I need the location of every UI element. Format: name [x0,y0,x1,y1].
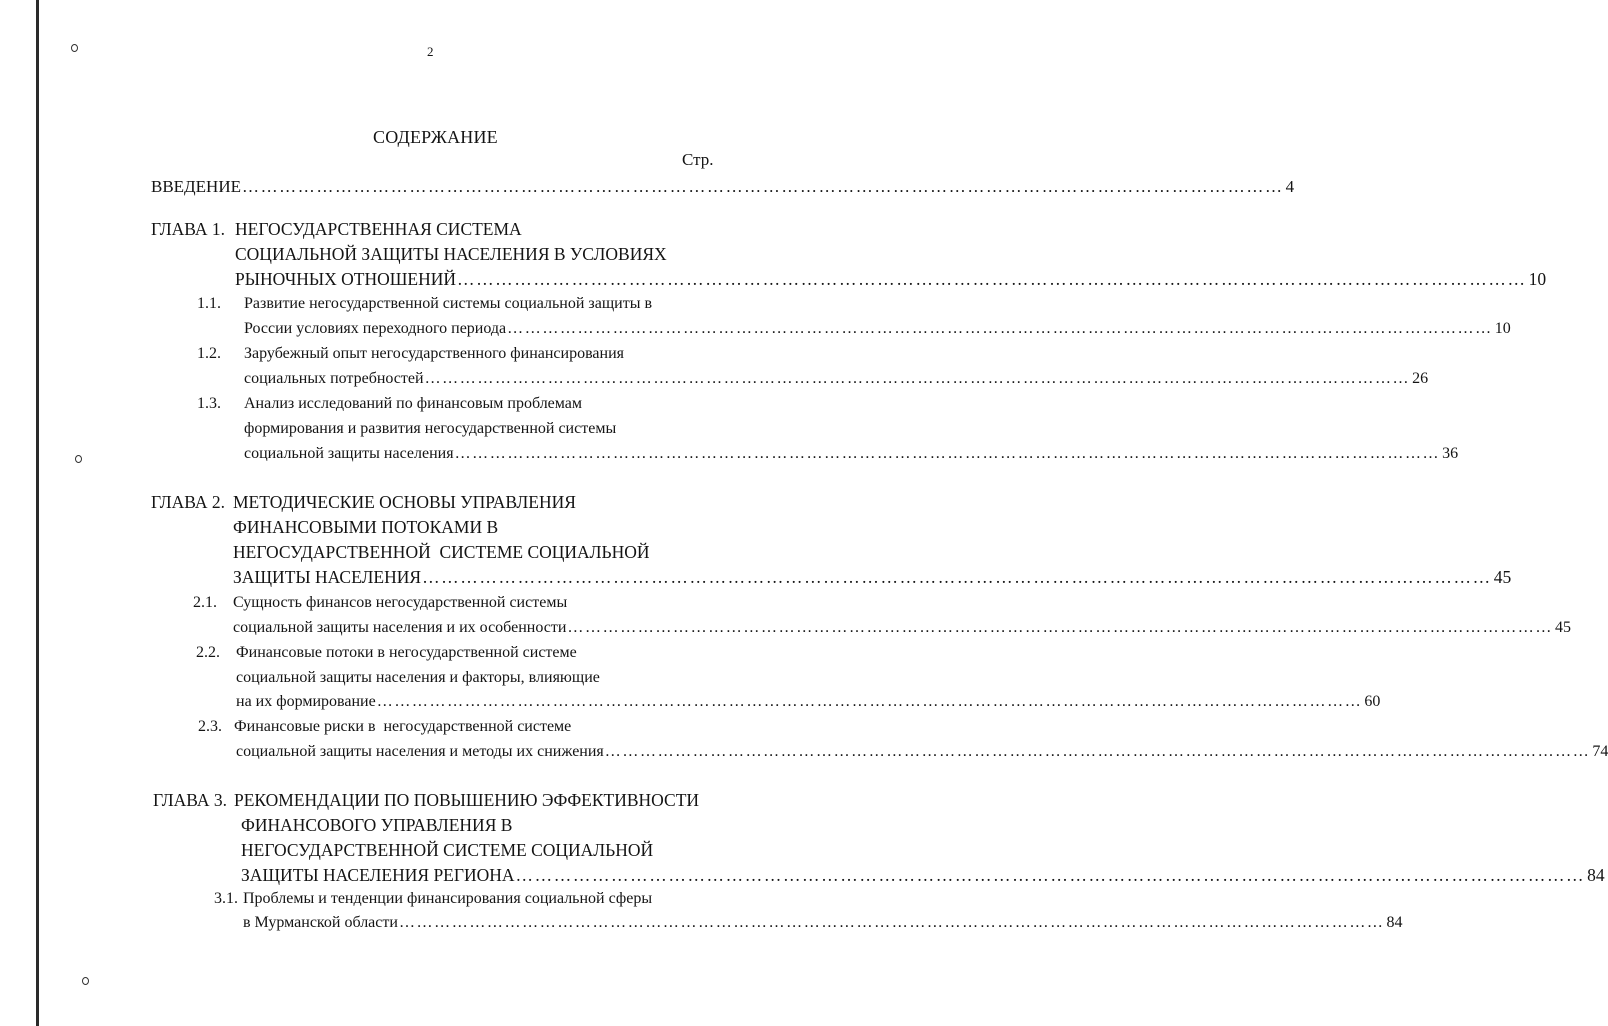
chapter-title-line: РЕКОМЕНДАЦИИ ПО ПОВЫШЕНИЮ ЭФФЕКТИВНОСТИ [234,790,700,810]
section-number: 1.2. [197,345,221,362]
page-number: 2 [427,44,434,59]
chapter-label: ГЛАВА 3. [153,790,228,810]
toc-entry-label: ВВЕДЕНИЕ [151,177,241,196]
toc-page-number: 10 [1494,320,1511,337]
chapter-title-line: ЗАЩИТЫ НАСЕЛЕНИЯ РЕГИОНА [241,865,515,885]
section-title-line: Проблемы и тенденции финансирования социальной сферы [243,890,653,907]
section-number: 1.1. [197,295,221,312]
binding-hole-icon [82,977,89,985]
page-title: СОДЕРЖАНИЕ [373,127,498,147]
toc-page-number: 84 [1587,865,1605,885]
section-number: 2.3. [198,718,222,735]
chapter-title-line: ЗАЩИТЫ НАСЕЛЕНИЯ [233,567,422,587]
toc-entry-intro [151,177,1295,196]
binding-hole-icon [71,44,78,52]
section-number: 1.3. [197,395,221,412]
toc-entry-section [244,445,1459,462]
toc-entry-chapter [235,269,1547,289]
toc-page-number: 60 [1364,693,1381,710]
chapter-title-line: НЕГОСУДАРСТВЕННАЯ СИСТЕМА [235,219,522,239]
toc-page-number: 45 [1493,567,1512,587]
section-title-line: социальной защиты населения и факторы, влияющие [236,669,600,686]
toc-page-number: 84 [1386,914,1403,931]
section-title-line: социальных потребностей [244,370,424,387]
toc-entry-section [233,619,1571,636]
toc-entry-section [244,370,1429,387]
chapter-label: ГЛАВА 2. [151,492,226,512]
toc-entry-section [243,914,1403,931]
toc-page-number: 74 [1592,743,1608,760]
section-title-line: социальной защиты населения и методы их снижения [236,743,604,760]
section-number: 3.1. [214,890,238,907]
dot-leader: …………………………………………………………………………………………………………………………………………………… [424,370,1411,387]
section-title-line: России условиях переходного периода [244,320,507,337]
section-number: 2.1. [193,594,217,611]
dot-leader: …………………………………………………………………………………………………………………………………………………… [454,445,1441,462]
dot-leader: …………………………………………………………………………………………………………………………………………………… [507,320,1493,337]
toc-entry-section [236,693,1381,710]
chapter-title-line: СОЦИАЛЬНОЙ ЗАЩИТЫ НАСЕЛЕНИЯ В УСЛОВИЯХ [235,244,667,264]
section-title-line: формирования и развития негосударственной системы [244,420,617,437]
section-title-line: Зарубежный опыт негосударственного финансирования [244,345,625,362]
page-column-label: Стр. [682,150,714,169]
section-title-line: социальной защиты населения и их особенности [233,619,567,636]
dot-leader: …………………………………………………………………………………………………………………………………………………… [241,177,1284,196]
section-title-line: Анализ исследований по финансовым проблемам [244,395,583,412]
section-number: 2.2. [196,644,220,661]
toc-entry-chapter [241,865,1605,885]
toc-page-number: 4 [1285,177,1295,196]
section-title-line: социальной защиты населения [244,445,454,462]
chapter-label: ГЛАВА 1. [151,219,226,239]
chapter-title-line: НЕГОСУДАРСТВЕННОЙ СИСТЕМЕ СОЦИАЛЬНОЙ [241,840,654,860]
section-title-line: в Мурманской области [243,914,398,931]
section-title-line: на их формирование [236,693,376,710]
section-title-line: Развитие негосударственной системы социальной защиты в [244,295,652,312]
section-title-line: Финансовые риски в негосударственной системе [234,718,572,735]
toc-page-number: 26 [1412,370,1429,387]
toc-entry-section [236,743,1608,760]
page-left-border [36,0,39,1026]
toc-entry-chapter [233,567,1512,587]
toc-page-number: 45 [1555,619,1571,636]
dot-leader: …………………………………………………………………………………………………………………………………………………… [398,914,1385,931]
toc-entry-section [244,320,1511,337]
chapter-title-line: МЕТОДИЧЕСКИЕ ОСНОВЫ УПРАВЛЕНИЯ [233,492,576,512]
chapter-title-line: ФИНАНСОВЫМИ ПОТОКАМИ В [233,517,499,537]
toc-page-number: 10 [1528,269,1547,289]
section-title-line: Сущность финансов негосударственной системы [233,594,568,611]
dot-leader: …………………………………………………………………………………………………………………………………………………… [376,693,1363,710]
toc-page-number: 36 [1442,445,1459,462]
dot-leader: …………………………………………………………………………………………………………………………………………………… [567,619,1553,636]
chapter-title-line: РЫНОЧНЫХ ОТНОШЕНИЙ [235,269,456,289]
dot-leader: …………………………………………………………………………………………………………………………………………………… [515,865,1586,885]
dot-leader: …………………………………………………………………………………………………………………………………………………… [604,743,1591,760]
dot-leader: …………………………………………………………………………………………………………………………………………………… [456,269,1527,289]
chapter-title-line: ФИНАНСОВОГО УПРАВЛЕНИЯ В [241,815,513,835]
binding-hole-icon [75,455,82,463]
dot-leader: …………………………………………………………………………………………………………………………………………………… [422,567,1492,587]
chapter-title-line: НЕГОСУДАРСТВЕННОЙ СИСТЕМЕ СОЦИАЛЬНОЙ [233,542,650,562]
section-title-line: Финансовые потоки в негосударственной системе [236,644,577,661]
